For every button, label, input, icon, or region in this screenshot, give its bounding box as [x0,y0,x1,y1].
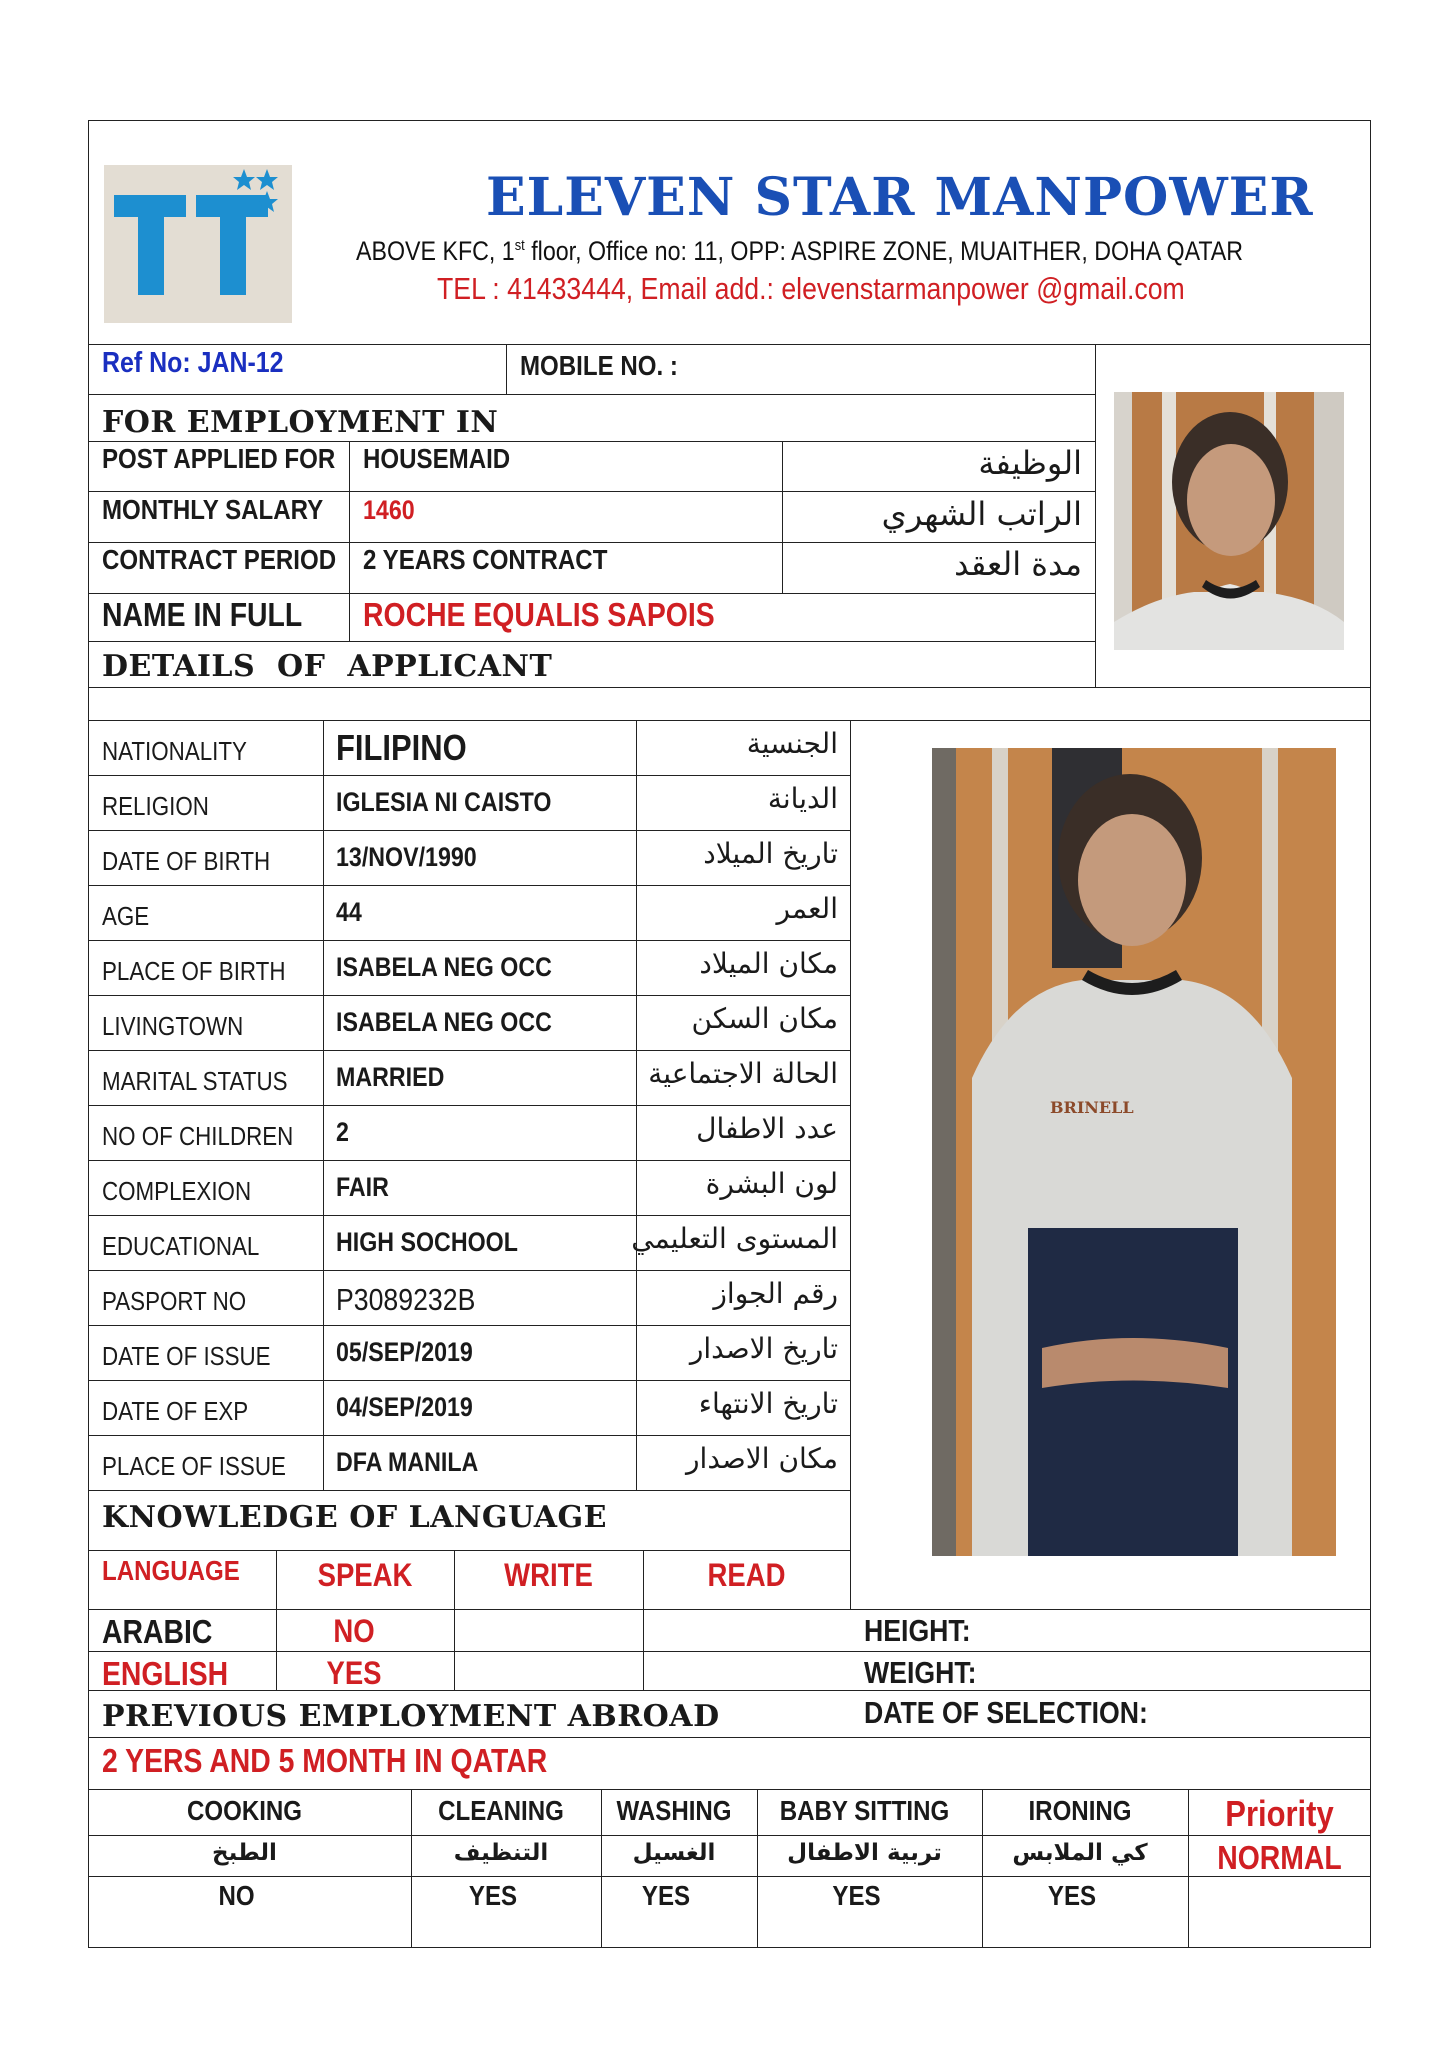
previous-employment-value: 2 YERS AND 5 MONTH IN QATAR [102,1742,548,1779]
row-line [88,1550,850,1551]
row-line [88,720,1371,721]
detail-value: HIGH SOCHOOL [336,1227,518,1257]
detail-value: P3089232B [336,1282,476,1317]
arabic-speak: NO [333,1613,375,1649]
lang-header-language: LANGUAGE [102,1555,240,1586]
weight-label: WEIGHT: [864,1655,977,1690]
language-english: ENGLISH [102,1655,229,1692]
row-line [88,1876,1371,1877]
name-in-full-value: ROCHE EQUALIS SAPOIS [363,596,715,633]
detail-arabic: لون البشرة [705,1167,838,1200]
row-line [88,1690,1371,1691]
skill-arabic: التنظيف [453,1840,549,1866]
height-label: HEIGHT: [864,1613,971,1648]
skill-arabic: تربية الاطفال [787,1840,942,1866]
header-divider [88,344,1371,345]
priority-value: NORMAL [1217,1839,1342,1876]
row-line [88,641,1095,642]
detail-value: 05/SEP/2019 [336,1337,473,1367]
detail-arabic: المستوى التعليمي [631,1222,838,1255]
detail-arabic: عدد الاطفال [696,1112,838,1145]
contract-period-arabic: مدة العقد [954,545,1082,583]
detail-arabic: الجنسية [746,727,838,760]
skill-col-2 [601,1789,602,1948]
skill-col-5 [1188,1789,1189,1948]
address-post: floor, Office no: 11, OPP: ASPIRE ZONE, MUAITHER, DOHA QATAR [524,236,1244,266]
lang-col-2 [454,1550,455,1690]
shirt-print: BRINELL [1050,1098,1134,1117]
lang-col-3 [643,1550,644,1690]
company-logo [104,165,292,323]
detail-value: FAIR [336,1172,389,1202]
lang-header-read: READ [707,1557,786,1593]
row-line [88,1609,1371,1610]
detail-label: DATE OF BIRTH [102,846,271,876]
logo-graphic [104,165,292,323]
detail-label: MARITAL STATUS [102,1066,288,1096]
detail-row-line [88,1325,850,1326]
company-contact: TEL : 41433444, Email add.: elevenstarmanpower @gmail.com [437,271,1185,306]
detail-arabic: تاريخ الميلاد [703,837,838,870]
skill-arabic: الطبخ [212,1840,277,1866]
language-arabic: ARABIC [102,1613,213,1650]
detail-row-line [88,1215,850,1216]
detail-row-line [88,1050,850,1051]
row-line [88,1651,1371,1652]
detail-value: MARRIED [336,1062,445,1092]
detail-arabic: مكان الميلاد [699,947,838,980]
row-line [88,394,1095,395]
row-line [88,1835,1371,1836]
language-heading: KNOWLEDGE OF LANGUAGE [102,1500,608,1535]
detail-label: EDUCATIONAL [102,1231,260,1261]
detail-row-line [88,1105,850,1106]
post-applied-value: HOUSEMAID [363,443,511,474]
detail-label: PASPORT NO [102,1286,247,1316]
skill-name: IRONING [1028,1795,1132,1826]
post-applied-arabic: الوظيفة [978,444,1082,482]
skill-name: BABY SITTING [779,1795,950,1826]
emp-col-divider-2 [782,441,783,593]
ref-divider [506,344,507,394]
detail-row-line [88,1160,850,1161]
skill-value: YES [641,1880,691,1911]
detail-value: ISABELA NEG OCC [336,1007,552,1037]
skill-value: YES [1047,1880,1097,1911]
row-line [88,542,1095,543]
row-line [88,491,1095,492]
row-line [88,687,1371,688]
lang-col-1 [276,1550,277,1690]
skill-name: CLEANING [438,1795,564,1826]
previous-employment-heading: PREVIOUS EMPLOYMENT ABROAD [102,1699,720,1734]
detail-label: NO OF CHILDREN [102,1121,294,1151]
detail-arabic: مكان السكن [691,1002,838,1035]
detail-arabic: الديانة [767,782,838,815]
lang-header-write: WRITE [504,1557,593,1593]
contract-period-value: 2 YEARS CONTRACT [363,544,608,575]
detail-row-line [88,940,850,941]
details-col-3 [850,720,851,1610]
row-line [88,1789,1371,1790]
detail-value: 2 [336,1117,349,1147]
detail-label: PLACE OF BIRTH [102,956,286,986]
detail-label: AGE [102,901,150,931]
skill-col-3 [757,1789,758,1948]
mobile-label: MOBILE NO. : [520,350,678,381]
detail-arabic: الحالة الاجتماعية [648,1057,838,1090]
skill-value: YES [832,1880,881,1911]
skill-name: WASHING [616,1795,732,1826]
right-column-divider [1095,344,1096,687]
english-speak: YES [326,1655,382,1691]
row-line [88,1737,1371,1738]
detail-value: FILIPINO [336,727,467,768]
details-heading: DETAILS OF APPLICANT [102,649,553,684]
detail-label: LIVINGTOWN [102,1011,244,1041]
detail-label: DATE OF EXP [102,1396,249,1426]
skill-arabic: كي الملابس [1012,1840,1148,1866]
detail-row-line [88,1270,850,1271]
post-applied-label: POST APPLIED FOR [102,443,336,474]
ref-number: Ref No: JAN-12 [102,347,284,379]
detail-arabic: تاريخ الاصدار [689,1332,838,1365]
detail-row-line [88,775,850,776]
row-line [88,593,1095,594]
skill-value: YES [468,1880,518,1911]
detail-label: PLACE OF ISSUE [102,1451,286,1481]
priority-label: Priority [1225,1793,1334,1834]
applicant-photo-full [932,748,1336,1556]
detail-arabic: رقم الجواز [713,1277,838,1310]
employment-heading: FOR EMPLOYMENT IN [102,405,499,440]
address-sup: st [514,237,525,254]
row-line [88,1490,850,1491]
detail-label: RELIGION [102,791,209,821]
detail-value: DFA MANILA [336,1447,479,1477]
detail-value: 44 [336,897,362,927]
detail-arabic: مكان الاصدار [686,1442,838,1475]
skill-col-4 [982,1789,983,1948]
monthly-salary-arabic: الراتب الشهري [881,495,1082,533]
emp-col-divider-1 [349,441,350,641]
skill-value: NO [218,1880,255,1911]
name-in-full-label: NAME IN FULL [102,596,303,633]
skill-arabic: الغسيل [632,1840,716,1866]
row-line [88,441,1095,442]
detail-value: IGLESIA NI CAISTO [336,787,552,817]
detail-row-line [88,1380,850,1381]
detail-label: NATIONALITY [102,736,247,766]
detail-label: DATE OF ISSUE [102,1341,271,1371]
detail-value: 13/NOV/1990 [336,842,477,872]
company-address [356,238,1243,265]
detail-value: ISABELA NEG OCC [336,952,552,982]
contract-period-label: CONTRACT PERIOD [102,544,337,575]
skill-name: COOKING [186,1795,303,1826]
applicant-photo-small [1114,392,1344,650]
skill-col-1 [411,1789,412,1948]
lang-header-speak: SPEAK [317,1557,413,1593]
detail-row-line [88,830,850,831]
detail-row-line [88,885,850,886]
monthly-salary-value: 1460 [363,495,415,525]
detail-arabic: تاريخ الانتهاء [698,1387,838,1420]
date-of-selection-label: DATE OF SELECTION: [864,1695,1148,1730]
detail-arabic: العمر [776,892,838,925]
detail-row-line [88,1435,850,1436]
detail-label: COMPLEXION [102,1176,252,1206]
detail-value: 04/SEP/2019 [336,1392,473,1422]
company-name: ELEVEN STAR MANPOWER [486,167,1314,228]
detail-row-line [88,995,850,996]
address-pre: ABOVE KFC, 1 [356,236,515,266]
monthly-salary-label: MONTHLY SALARY [102,494,324,525]
